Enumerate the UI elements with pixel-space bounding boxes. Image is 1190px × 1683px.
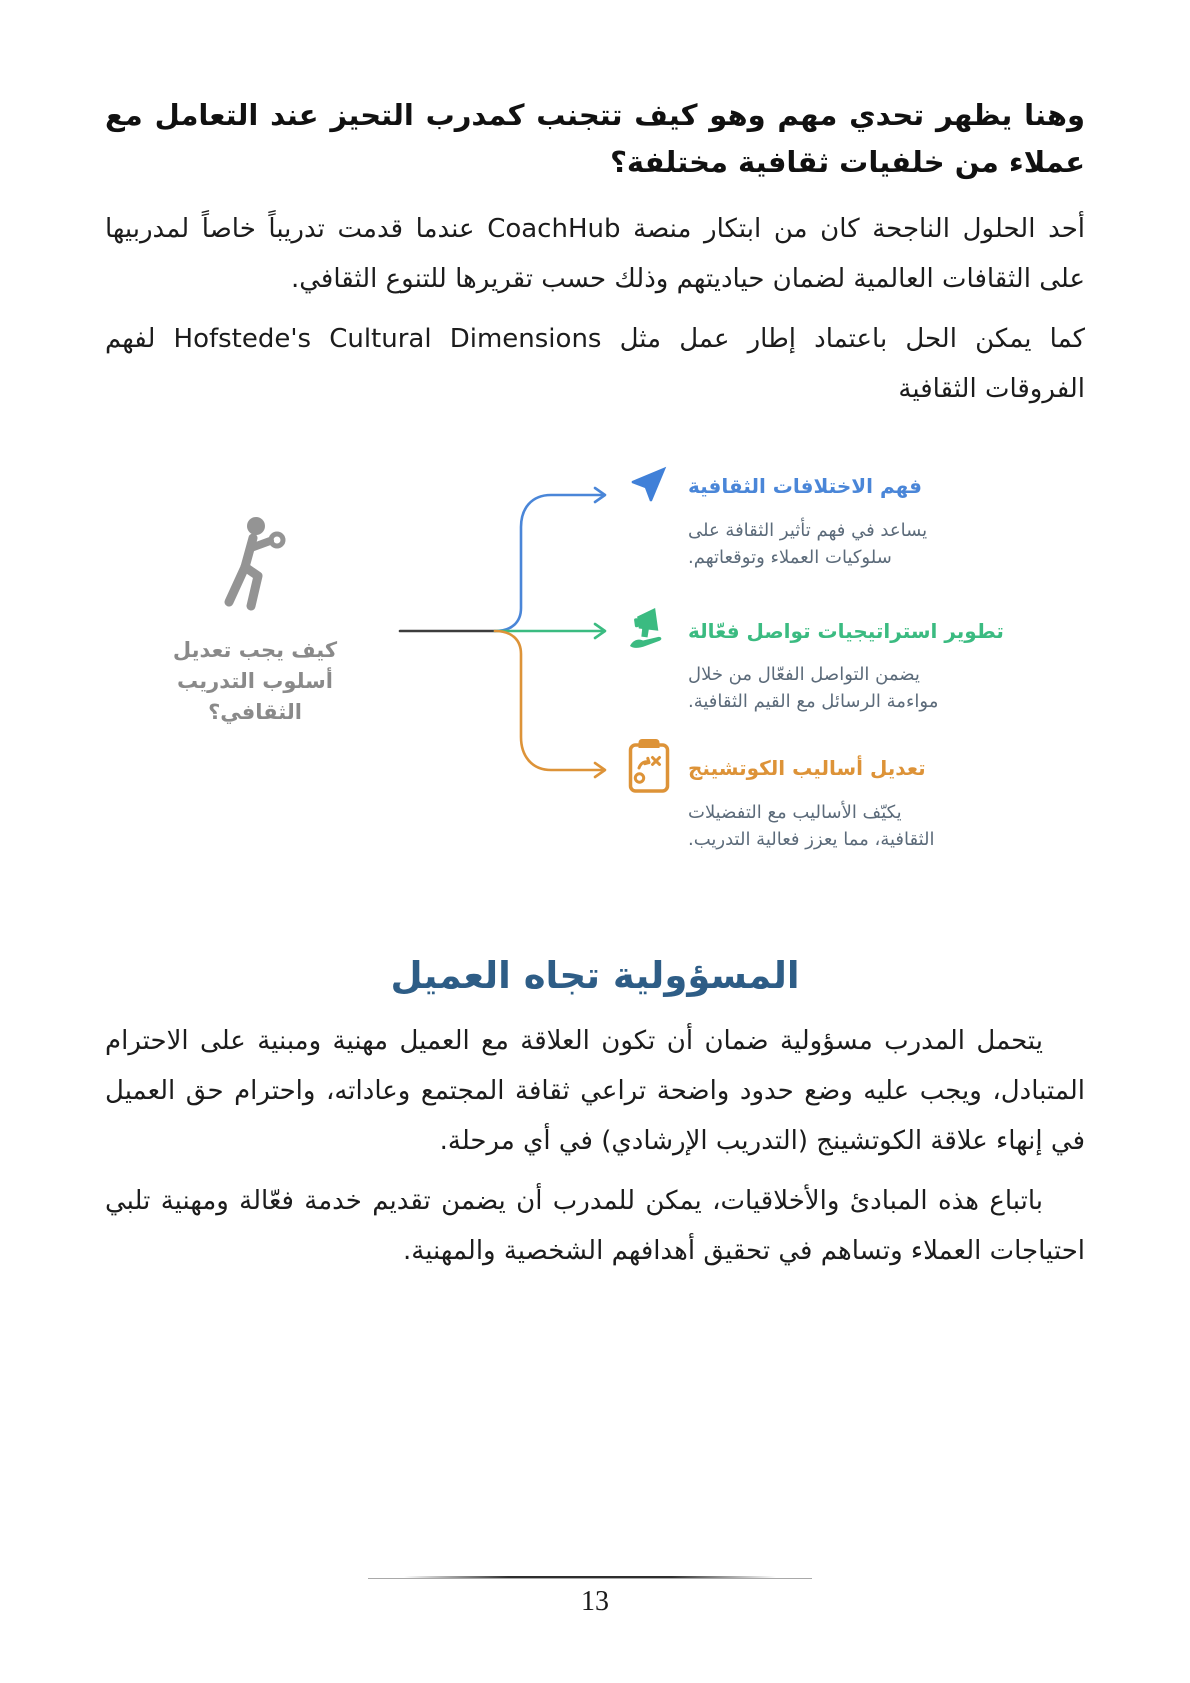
branch-desc-understand-differences: يساعد في فهم تأثير الثقافة على سلوكيات العملاء وتوقعاتهم. bbox=[688, 520, 928, 568]
branch-title-communication-strategies: تطوير استراتيجيات تواصل فعّالة bbox=[688, 619, 1004, 643]
paragraph-responsibility: يتحمل المدرب مسؤولية ضمان أن تكون العلاقة مع العميل مهنية ومبنية على الاحترام المتبادل، ويجب عليه وضع حدود واضحة تراعي ثقافة المجتمع وعاداته، واحترام حق العميل في إنهاء علاقة الكوتشينج (التدريب الإرشادي) في أي مرحلة. bbox=[105, 1026, 1085, 1156]
branch-desc-communication-strategies: يضمن التواصل الفعّال من خلال مواءمة الرسائل مع القيم الثقافية. bbox=[688, 664, 939, 712]
diagram-question-label: كيف يجب تعديل أسلوب التدريب الثقافي؟ bbox=[172, 638, 338, 724]
person-figure-icon bbox=[222, 515, 288, 621]
page-content bbox=[0, 92, 1190, 414]
section-heading: المسؤولية تجاه العميل bbox=[390, 954, 800, 997]
branch-desc-adjust-coaching-methods: يكيّف الأساليب مع التفضيلات الثقافية، مما يعزز فعالية التدريب. bbox=[688, 802, 935, 850]
navigation-arrow-icon bbox=[626, 461, 672, 511]
megaphone-hand-icon bbox=[623, 602, 675, 660]
paragraph-conclusion: باتباع هذه المبادئ والأخلاقيات، يمكن للمدرب أن يضمن تقديم خدمة فعّالة ومهنية تلبي احتياجات العملاء وتساهم في تحقيق أهدافهم الشخصية والمهنية. bbox=[105, 1186, 1085, 1266]
paragraph-hofstede: كما يمكن الحل باعتماد إطار عمل مثل Hofstede's Cultural Dimensions لفهم الفروقات الثقافية bbox=[105, 324, 1085, 404]
page-content-lower bbox=[0, 948, 1190, 1276]
branch-connector-lines bbox=[390, 450, 630, 820]
branch-title-adjust-coaching-methods: تعديل أساليب الكوتشينج bbox=[688, 756, 926, 780]
intro-heading: وهنا يظهر تحدي مهم وهو كيف تتجنب كمدرب التحيز عند التعامل مع عملاء من خلفيات ثقافية مختلفة؟ bbox=[105, 98, 1085, 179]
culture-coaching-diagram bbox=[0, 434, 1190, 904]
footer-divider-line bbox=[368, 1576, 812, 1580]
strategy-clipboard-icon bbox=[627, 737, 671, 799]
branch-title-understand-differences: فهم الاختلافات الثقافية bbox=[688, 474, 922, 498]
page-number: 13 bbox=[581, 1586, 609, 1617]
paragraph-coachhub: أحد الحلول الناجحة كان من ابتكار منصة CoachHub عندما قدمت تدريباً خاصاً لمدربيها على الثقافات العالمية لضمان حياديتهم وذلك حسب تقريرها للتنوع الثقافي. bbox=[105, 214, 1086, 294]
